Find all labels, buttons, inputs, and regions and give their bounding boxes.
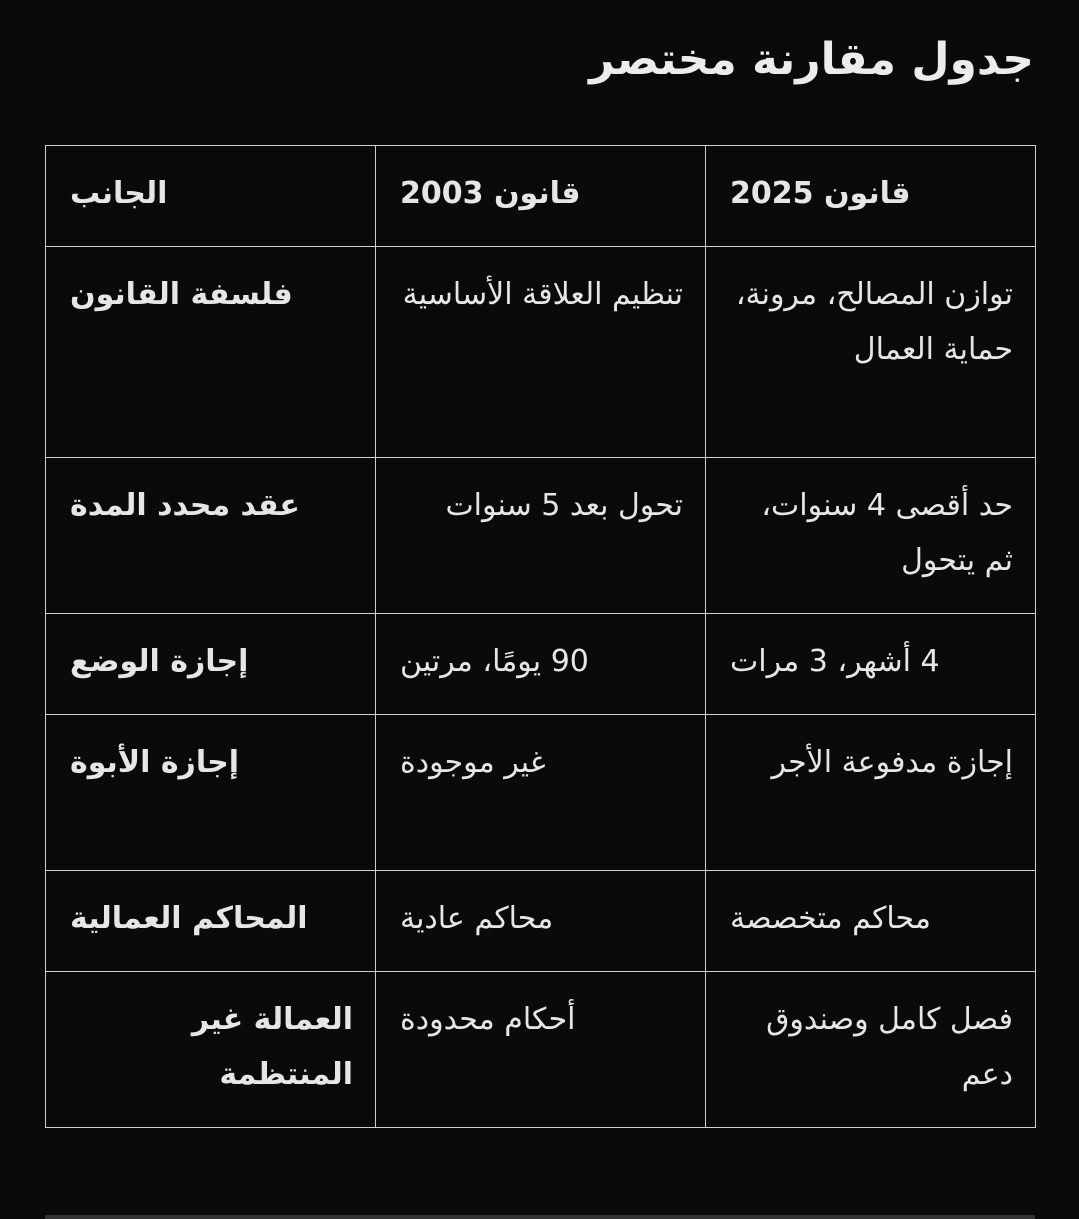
table-row	[46, 614, 1036, 715]
table-row	[46, 247, 1036, 458]
cell-aspect: عقد محدد المدة	[46, 458, 376, 614]
cell-2025: توازن المصالح، مرونة، حماية العمال	[706, 247, 1036, 458]
cell-2025: 4 أشهر، 3 مرات	[706, 614, 1036, 715]
cell-aspect: المحاكم العمالية	[46, 871, 376, 972]
header-aspect: الجانب	[46, 146, 376, 247]
header-law-2003: قانون 2003	[376, 146, 706, 247]
header-law-2025: قانون 2025	[706, 146, 1036, 247]
cell-2003: 90 يومًا، مرتين	[376, 614, 706, 715]
comparison-table	[45, 145, 1036, 1128]
cell-2003: غير موجودة	[376, 715, 706, 871]
cell-2025: فصل كامل وصندوق دعم	[706, 972, 1036, 1128]
table-header-row	[46, 146, 1036, 247]
cell-aspect: إجازة الأبوة	[46, 715, 376, 871]
cell-2025: حد أقصى 4 سنوات، ثم يتحول	[706, 458, 1036, 614]
page-title: جدول مقارنة مختصر	[589, 34, 1034, 85]
cell-2025: محاكم متخصصة	[706, 871, 1036, 972]
bottom-divider	[45, 1215, 1035, 1219]
table-row	[46, 972, 1036, 1128]
cell-2025: إجازة مدفوعة الأجر	[706, 715, 1036, 871]
table-row	[46, 715, 1036, 871]
cell-2003: أحكام محدودة	[376, 972, 706, 1128]
cell-aspect: العمالة غير المنتظمة	[46, 972, 376, 1128]
table-row	[46, 871, 1036, 972]
cell-2003: محاكم عادية	[376, 871, 706, 972]
cell-aspect: إجازة الوضع	[46, 614, 376, 715]
cell-aspect: فلسفة القانون	[46, 247, 376, 458]
table-row	[46, 458, 1036, 614]
cell-2003: تحول بعد 5 سنوات	[376, 458, 706, 614]
cell-2003: تنظيم العلاقة الأساسية	[376, 247, 706, 458]
